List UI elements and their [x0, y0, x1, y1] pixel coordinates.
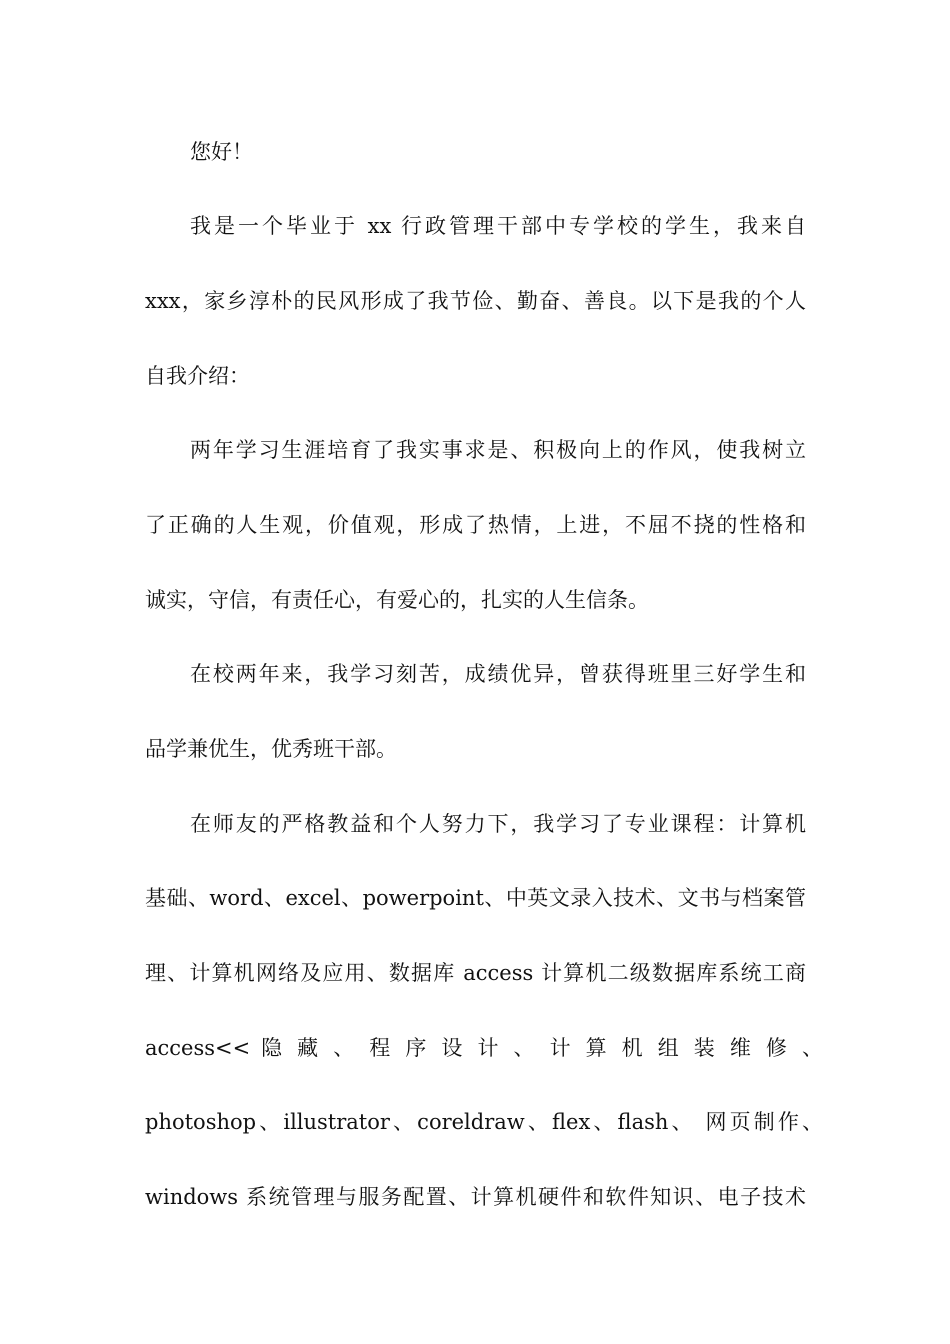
paragraph-3-line-2: 品学兼优生，优秀班干部。 [145, 737, 397, 761]
paragraph-3-line-1: 在校两年来，我学习刻苦，成绩优异，曾获得班里三好学生和 [190, 662, 806, 686]
paragraph-4-line-3: 理、计算机网络及应用、数据库 access 计算机二级数据库系统工商 [145, 961, 806, 985]
paragraph-4-line-2: 基础、word、excel、powerpoint、中英文录入技术、文书与档案管 [145, 886, 806, 910]
paragraph-4-line-5: photoshop、illustrator、coreldraw、flex、flash、 网页制作、 [145, 1110, 823, 1134]
paragraph-2-line-1: 两年学习生涯培育了我实事求是、积极向上的作风，使我树立 [190, 438, 806, 462]
paragraph-4-line-4: access<< 隐 藏 、 程 序 设 计 、 计 算 机 组 装 维 修 、 [145, 1036, 823, 1060]
paragraph-1-line-2: xxx，家乡淳朴的民风形成了我节俭、勤奋、善良。以下是我的个人 [145, 289, 806, 313]
greeting-line: 您好！ [190, 140, 253, 164]
paragraph-1-line-1: 我是一个毕业于 xx 行政管理干部中专学校的学生，我来自 [190, 214, 806, 238]
paragraph-4-line-6: windows 系统管理与服务配置、计算机硬件和软件知识、电子技术 [145, 1185, 806, 1209]
paragraph-4-line-1: 在师友的严格教益和个人努力下，我学习了专业课程：计算机 [190, 812, 806, 836]
paragraph-2-line-2: 了正确的人生观，价值观，形成了热情，上进，不屈不挠的性格和 [145, 513, 806, 537]
paragraph-1-line-3: 自我介绍： [145, 364, 250, 388]
paragraph-2-line-3: 诚实，守信，有责任心，有爱心的，扎实的人生信条。 [145, 588, 649, 612]
